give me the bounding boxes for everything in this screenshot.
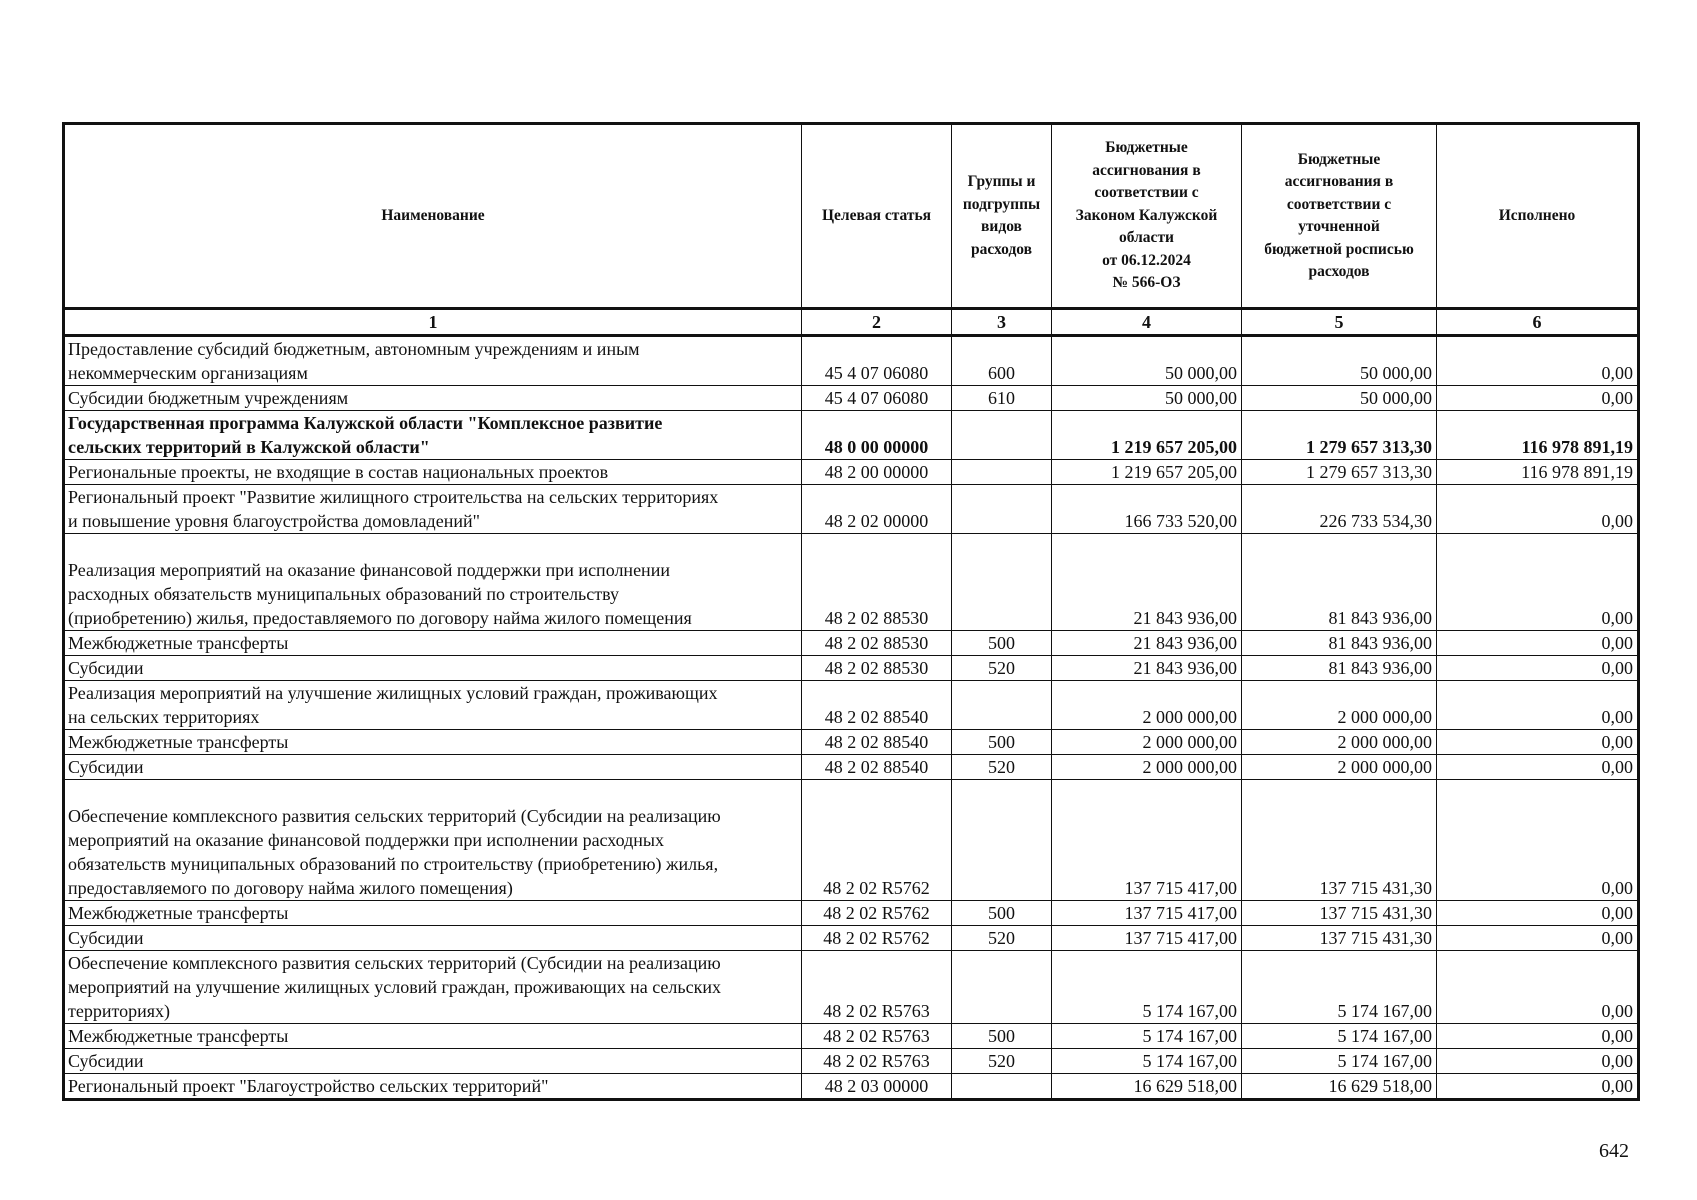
row-name-line: Региональные проекты, не входящие в состав национальных проектов <box>68 462 609 482</box>
row-name-line <box>68 780 798 804</box>
header-line: соответствии с <box>1094 184 1199 202</box>
row-name-line: Субсидии <box>68 757 144 777</box>
row-law-amount: 137 715 417,00 <box>1052 926 1242 951</box>
column-number: 4 <box>1052 309 1242 336</box>
row-law-amount: 5 174 167,00 <box>1052 1024 1242 1049</box>
row-target-article: 48 2 02 R5763 <box>802 951 952 1024</box>
row-name <box>64 730 802 755</box>
column-number: 5 <box>1242 309 1437 336</box>
table-row <box>64 901 1639 926</box>
row-name <box>64 386 802 411</box>
row-executed-amount: 0,00 <box>1437 1049 1639 1074</box>
table-row <box>64 460 1639 485</box>
row-expense-group <box>952 460 1052 485</box>
row-refined-amount: 81 843 936,00 <box>1242 631 1437 656</box>
table-row <box>64 534 1639 631</box>
header-line: Законом Калужской <box>1075 206 1218 224</box>
table-body <box>64 336 1639 1100</box>
row-executed-amount: 0,00 <box>1437 386 1639 411</box>
header-line: от 06.12.2024 <box>1102 251 1191 269</box>
table-row <box>64 780 1639 901</box>
row-expense-group: 610 <box>952 386 1052 411</box>
row-expense-group: 520 <box>952 926 1052 951</box>
header-line: Группы и <box>967 173 1036 190</box>
row-name <box>64 951 802 1024</box>
table-row <box>64 1049 1639 1074</box>
row-executed-amount: 0,00 <box>1437 656 1639 681</box>
row-name-line: обязательств муниципальных образований по строительству (приобретению) жилья, <box>68 854 719 874</box>
row-name-line: Государственная программа Калужской области "Комплексное развитие <box>68 413 663 433</box>
row-target-article: 48 2 02 R5762 <box>802 780 952 901</box>
table-row <box>64 1024 1639 1049</box>
row-law-amount: 2 000 000,00 <box>1052 755 1242 780</box>
row-name <box>64 534 802 631</box>
row-name-line: Субсидии бюджетным учреждениям <box>68 388 349 408</box>
header-refined-allocations <box>1242 124 1437 309</box>
row-target-article: 48 2 02 R5762 <box>802 901 952 926</box>
row-name <box>64 780 802 901</box>
row-target-article: 48 0 00 00000 <box>802 411 952 460</box>
row-executed-amount: 0,00 <box>1437 730 1639 755</box>
row-name <box>64 336 802 386</box>
row-law-amount: 21 843 936,00 <box>1052 656 1242 681</box>
column-number: 6 <box>1437 309 1639 336</box>
row-target-article: 48 2 02 R5762 <box>802 926 952 951</box>
column-number: 1 <box>64 309 802 336</box>
row-refined-amount: 137 715 431,30 <box>1242 901 1437 926</box>
row-name <box>64 926 802 951</box>
header-line: расходов <box>1308 263 1370 280</box>
header-line: подгруппы <box>962 195 1041 213</box>
row-executed-amount: 0,00 <box>1437 631 1639 656</box>
row-expense-group: 500 <box>952 901 1052 926</box>
row-name-line: Реализация мероприятий на улучшение жилищных условий граждан, проживающих <box>68 683 718 703</box>
row-name <box>64 901 802 926</box>
row-refined-amount: 137 715 431,30 <box>1242 926 1437 951</box>
row-refined-amount: 2 000 000,00 <box>1242 730 1437 755</box>
row-refined-amount: 5 174 167,00 <box>1242 1024 1437 1049</box>
row-name-line: некоммерческим организациям <box>68 363 308 383</box>
row-law-amount: 50 000,00 <box>1052 336 1242 386</box>
header-row <box>64 124 1639 309</box>
row-name <box>64 681 802 730</box>
row-target-article: 48 2 00 00000 <box>802 460 952 485</box>
header-line: расходов <box>970 240 1033 258</box>
table-row <box>64 755 1639 780</box>
row-name-line: мероприятий на оказание финансовой поддержки при исполнении расходных <box>68 830 664 850</box>
row-executed-amount: 116 978 891,19 <box>1437 460 1639 485</box>
row-executed-amount: 0,00 <box>1437 1024 1639 1049</box>
row-name <box>64 656 802 681</box>
header-line: Бюджетные <box>1105 139 1188 157</box>
table-row <box>64 926 1639 951</box>
row-refined-amount: 16 629 518,00 <box>1242 1074 1437 1100</box>
table-row <box>64 1074 1639 1100</box>
row-law-amount: 137 715 417,00 <box>1052 901 1242 926</box>
row-target-article: 48 2 02 88540 <box>802 755 952 780</box>
row-target-article: 45 4 07 06080 <box>802 386 952 411</box>
header-line: области <box>1119 229 1174 247</box>
row-expense-group: 520 <box>952 656 1052 681</box>
row-expense-group <box>952 780 1052 901</box>
row-name <box>64 1024 802 1049</box>
column-number: 2 <box>802 309 952 336</box>
row-target-article: 48 2 02 88530 <box>802 656 952 681</box>
row-expense-group <box>952 534 1052 631</box>
row-name <box>64 411 802 460</box>
row-refined-amount: 81 843 936,00 <box>1242 656 1437 681</box>
row-name-line: территориях) <box>68 1001 171 1021</box>
row-executed-amount: 0,00 <box>1437 755 1639 780</box>
row-name <box>64 631 802 656</box>
header-line: уточненной <box>1298 218 1380 235</box>
row-expense-group <box>952 681 1052 730</box>
row-name-line: Межбюджетные трансферты <box>68 633 289 653</box>
row-expense-group: 500 <box>952 1024 1052 1049</box>
row-expense-group: 500 <box>952 730 1052 755</box>
header-line: ассигнования в <box>1092 161 1201 179</box>
row-executed-amount: 0,00 <box>1437 681 1639 730</box>
row-refined-amount: 2 000 000,00 <box>1242 681 1437 730</box>
row-executed-amount: 0,00 <box>1437 780 1639 901</box>
row-expense-group: 600 <box>952 336 1052 386</box>
row-expense-group <box>952 485 1052 534</box>
row-refined-amount: 226 733 534,30 <box>1242 485 1437 534</box>
table-row <box>64 336 1639 386</box>
row-name-line: Субсидии <box>68 658 144 678</box>
row-executed-amount: 0,00 <box>1437 485 1639 534</box>
row-refined-amount: 5 174 167,00 <box>1242 951 1437 1024</box>
row-law-amount: 21 843 936,00 <box>1052 534 1242 631</box>
row-refined-amount: 1 279 657 313,30 <box>1242 411 1437 460</box>
header-expense-groups <box>952 124 1052 309</box>
row-name-line: Реализация мероприятий на оказание финансовой поддержки при исполнении <box>68 560 670 580</box>
row-law-amount: 5 174 167,00 <box>1052 1049 1242 1074</box>
row-refined-amount: 1 279 657 313,30 <box>1242 460 1437 485</box>
row-refined-amount: 50 000,00 <box>1242 386 1437 411</box>
row-target-article: 45 4 07 06080 <box>802 336 952 386</box>
row-refined-amount: 5 174 167,00 <box>1242 1049 1437 1074</box>
row-name <box>64 1049 802 1074</box>
column-number-row <box>64 309 1639 336</box>
header-line: видов <box>981 218 1022 235</box>
table-row <box>64 631 1639 656</box>
row-name-line: Предоставление субсидий бюджетным, автономным учреждениям и иным <box>68 339 640 359</box>
row-name <box>64 755 802 780</box>
row-name-line: на сельских территориях <box>68 707 260 727</box>
row-executed-amount: 0,00 <box>1437 901 1639 926</box>
header-target-article: Целевая статья <box>802 124 952 309</box>
row-executed-amount: 0,00 <box>1437 534 1639 631</box>
row-target-article: 48 2 02 R5763 <box>802 1049 952 1074</box>
header-law-allocations <box>1052 124 1242 309</box>
row-target-article: 48 2 02 88540 <box>802 681 952 730</box>
row-name-line: Региональный проект "Развитие жилищного строительства на сельских территориях <box>68 487 719 507</box>
row-name-line: Обеспечение комплексного развития сельских территорий (Субсидии на реализацию <box>68 806 721 826</box>
table-row <box>64 730 1639 755</box>
table-row <box>64 656 1639 681</box>
row-name-line: расходных обязательств муниципальных образований по строительству <box>68 584 619 604</box>
row-refined-amount: 81 843 936,00 <box>1242 534 1437 631</box>
row-name-line: Межбюджетные трансферты <box>68 1026 289 1046</box>
header-line: соответствии с <box>1286 195 1392 213</box>
row-law-amount: 5 174 167,00 <box>1052 951 1242 1024</box>
header-line: ассигнования в <box>1284 173 1394 190</box>
budget-table <box>62 122 1640 1101</box>
header-line: бюджетной росписью <box>1264 240 1414 258</box>
row-target-article: 48 2 02 88530 <box>802 534 952 631</box>
column-number: 3 <box>952 309 1052 336</box>
table-row <box>64 485 1639 534</box>
row-name-line: Межбюджетные трансферты <box>68 903 289 923</box>
header-executed: Исполнено <box>1437 124 1639 309</box>
row-refined-amount: 2 000 000,00 <box>1242 755 1437 780</box>
row-expense-group <box>952 1074 1052 1100</box>
row-target-article: 48 2 02 R5763 <box>802 1024 952 1049</box>
row-name-line: сельских территорий в Калужской области" <box>68 437 430 457</box>
row-name-line: Субсидии <box>68 1051 144 1071</box>
row-law-amount: 1 219 657 205,00 <box>1052 460 1242 485</box>
header-line: № 566-ОЗ <box>1112 274 1181 292</box>
row-target-article: 48 2 03 00000 <box>802 1074 952 1100</box>
table-row <box>64 411 1639 460</box>
row-expense-group: 520 <box>952 755 1052 780</box>
row-name <box>64 460 802 485</box>
page-number: 642 <box>1599 1140 1629 1162</box>
row-name <box>64 1074 802 1100</box>
row-law-amount: 1 219 657 205,00 <box>1052 411 1242 460</box>
row-target-article: 48 2 02 00000 <box>802 485 952 534</box>
row-target-article: 48 2 02 88530 <box>802 631 952 656</box>
row-executed-amount: 0,00 <box>1437 951 1639 1024</box>
row-law-amount: 2 000 000,00 <box>1052 730 1242 755</box>
row-expense-group <box>952 411 1052 460</box>
row-law-amount: 166 733 520,00 <box>1052 485 1242 534</box>
row-expense-group: 520 <box>952 1049 1052 1074</box>
row-executed-amount: 116 978 891,19 <box>1437 411 1639 460</box>
row-executed-amount: 0,00 <box>1437 1074 1639 1100</box>
row-law-amount: 2 000 000,00 <box>1052 681 1242 730</box>
row-target-article: 48 2 02 88540 <box>802 730 952 755</box>
row-name-line <box>68 534 798 558</box>
row-name-line: Субсидии <box>68 928 144 948</box>
header-name: Наименование <box>64 124 802 309</box>
row-law-amount: 137 715 417,00 <box>1052 780 1242 901</box>
row-name-line: и повышение уровня благоустройства домовладений" <box>68 511 480 531</box>
row-refined-amount: 50 000,00 <box>1242 336 1437 386</box>
row-name-line: Региональный проект "Благоустройство сельских территорий" <box>68 1076 549 1096</box>
row-expense-group <box>952 951 1052 1024</box>
row-name <box>64 485 802 534</box>
row-law-amount: 50 000,00 <box>1052 386 1242 411</box>
table-row <box>64 951 1639 1024</box>
row-name-line: Межбюджетные трансферты <box>68 732 289 752</box>
row-refined-amount: 137 715 431,30 <box>1242 780 1437 901</box>
row-executed-amount: 0,00 <box>1437 336 1639 386</box>
row-executed-amount: 0,00 <box>1437 926 1639 951</box>
row-name-line: (приобретению) жилья, предоставляемого по договору найма жилого помещения <box>68 608 692 628</box>
row-law-amount: 16 629 518,00 <box>1052 1074 1242 1100</box>
row-law-amount: 21 843 936,00 <box>1052 631 1242 656</box>
row-name-line: Обеспечение комплексного развития сельских территорий (Субсидии на реализацию <box>68 953 721 973</box>
table-row <box>64 681 1639 730</box>
row-name-line: мероприятий на улучшение жилищных условий граждан, проживающих на сельских <box>68 977 721 997</box>
row-expense-group: 500 <box>952 631 1052 656</box>
table-header <box>64 124 1639 336</box>
header-line: Бюджетные <box>1297 150 1381 168</box>
table-row <box>64 386 1639 411</box>
row-name-line: предоставляемого по договору найма жилого помещения) <box>68 878 513 898</box>
